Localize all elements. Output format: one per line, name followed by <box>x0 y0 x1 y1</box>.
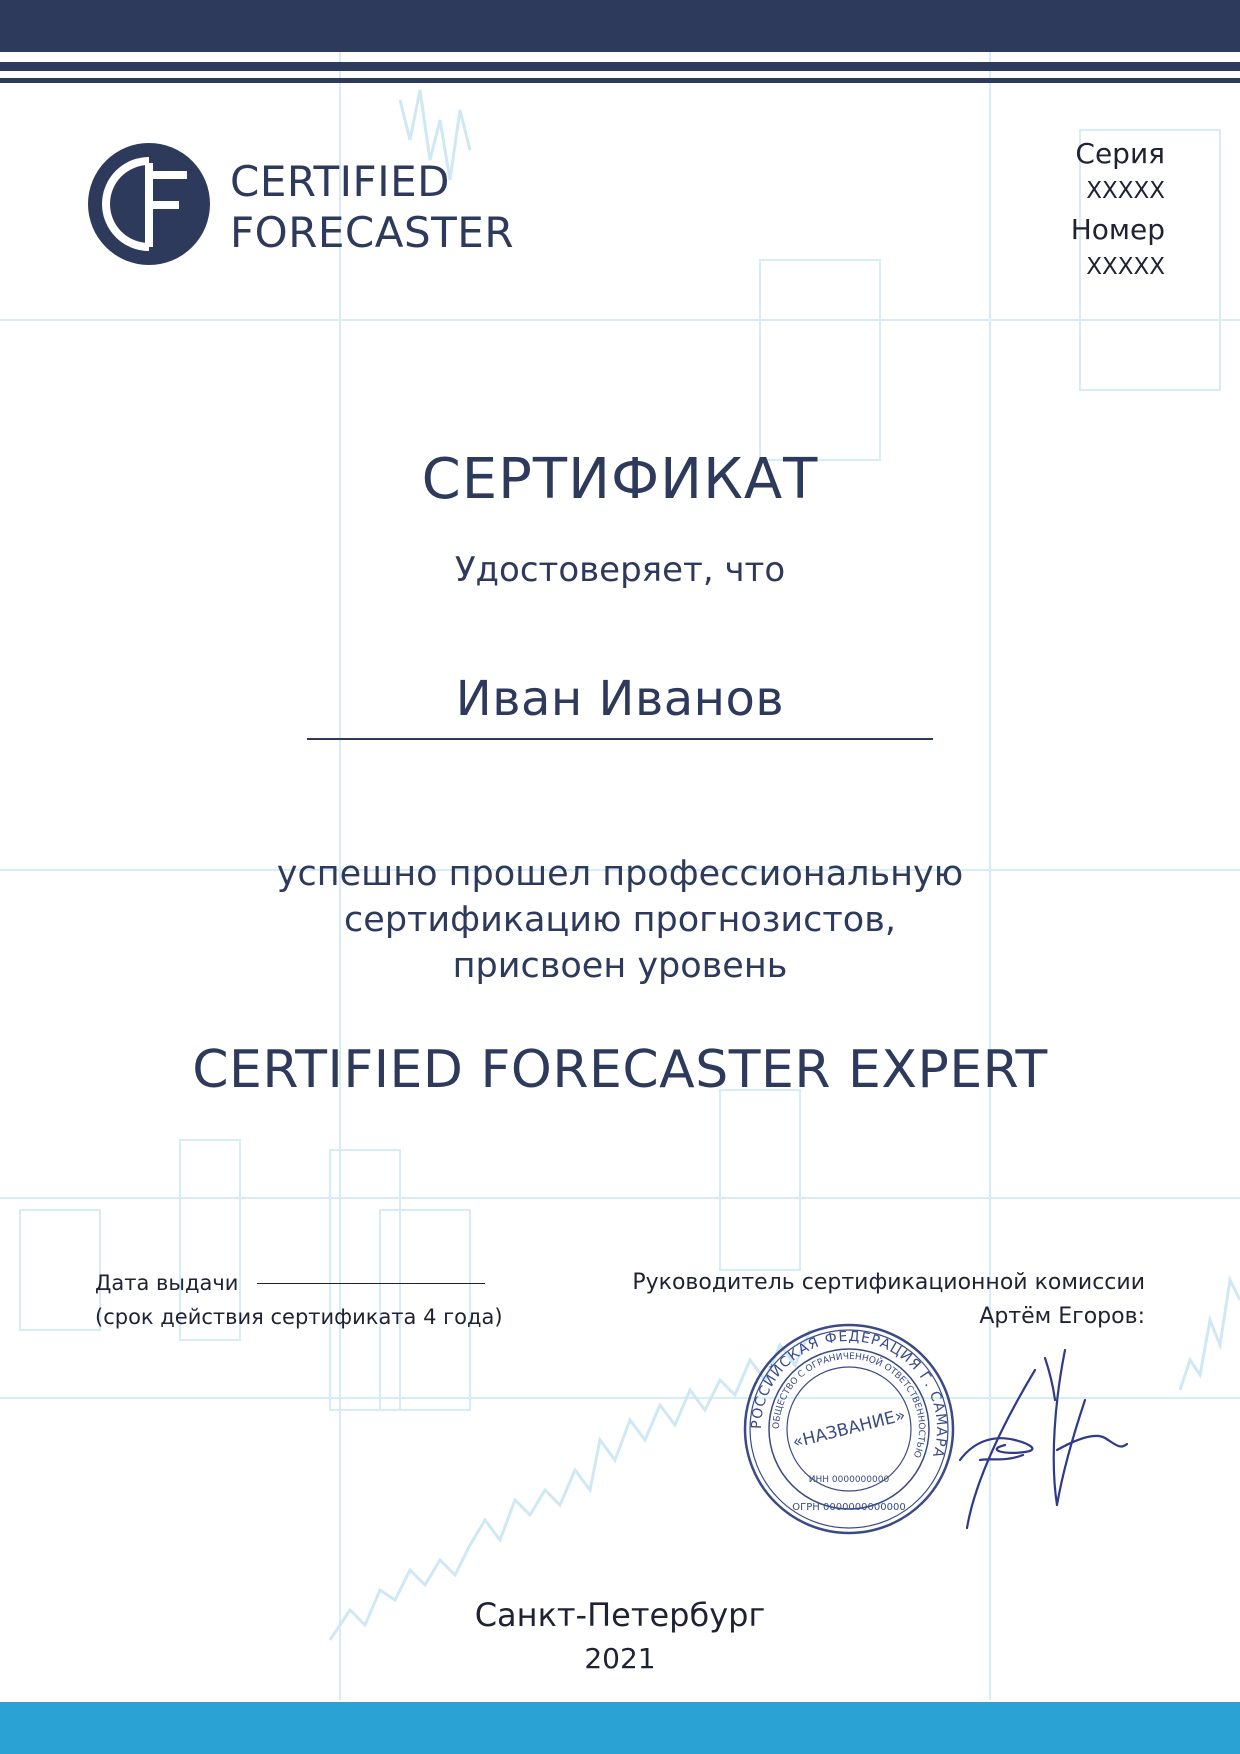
brand-line-2: FORECASTER <box>230 208 515 257</box>
signature-graphic <box>945 1340 1135 1540</box>
issue-date-block <box>95 1266 503 1334</box>
body-line-1: успешно прошел профессиональную <box>276 854 964 894</box>
body-line-3: присвоен уровень <box>452 946 788 986</box>
brand-name <box>230 156 514 258</box>
body-line-2: сертификацию прогнозистов, <box>344 900 896 940</box>
brand-logo-icon <box>88 143 210 265</box>
top-divider-thin <box>0 78 1240 83</box>
issue-date-label: Дата выдачи <box>95 1271 239 1295</box>
top-band <box>0 0 1240 52</box>
number-label: Номер <box>1070 213 1165 246</box>
recipient-name: Иван Иванов <box>455 671 785 727</box>
number-value: XXXXX <box>1086 254 1165 280</box>
stamp-inner-text: ОБЩЕСТВО С ОГРАНИЧЕННОЙ ОТВЕТСТВЕННОСТЬЮ <box>771 1351 927 1459</box>
top-divider-thick <box>0 62 1240 71</box>
stamp-center-text: «НАЗВАНИЕ» <box>790 1405 908 1453</box>
certificate-lead: Удостоверяет, что <box>454 550 786 590</box>
city: Санкт-Петербург <box>474 1596 766 1634</box>
bottom-band <box>0 1702 1240 1754</box>
stamp-ogrn: ОГРН 0000000000000 <box>792 1502 906 1513</box>
certification-level: CERTIFIED FORECASTER EXPERT <box>192 1040 1048 1100</box>
certificate-title: СЕРТИФИКАТ <box>421 447 819 512</box>
commission-role: Руководитель сертификационной комиссии <box>632 1270 1145 1295</box>
issue-date-blank <box>257 1283 485 1284</box>
series-label: Серия <box>1075 137 1165 170</box>
certificate-meta <box>1071 136 1165 288</box>
validity-note: (срок действия сертификата 4 года) <box>95 1305 503 1329</box>
certificate-body <box>0 851 1240 989</box>
stamp-outer-text: РОССИЙСКАЯ ФЕДЕРАЦИЯ Г. САМАРА <box>748 1328 950 1460</box>
commission-person: Артём Егоров: <box>979 1304 1145 1329</box>
recipient-name-underline <box>307 738 933 740</box>
brand-line-1: CERTIFIED <box>230 157 450 206</box>
series-value: XXXXX <box>1086 178 1165 204</box>
year: 2021 <box>584 1642 656 1675</box>
stamp-inn: ИНН 0000000000 <box>808 1475 890 1485</box>
official-stamp <box>742 1322 956 1536</box>
